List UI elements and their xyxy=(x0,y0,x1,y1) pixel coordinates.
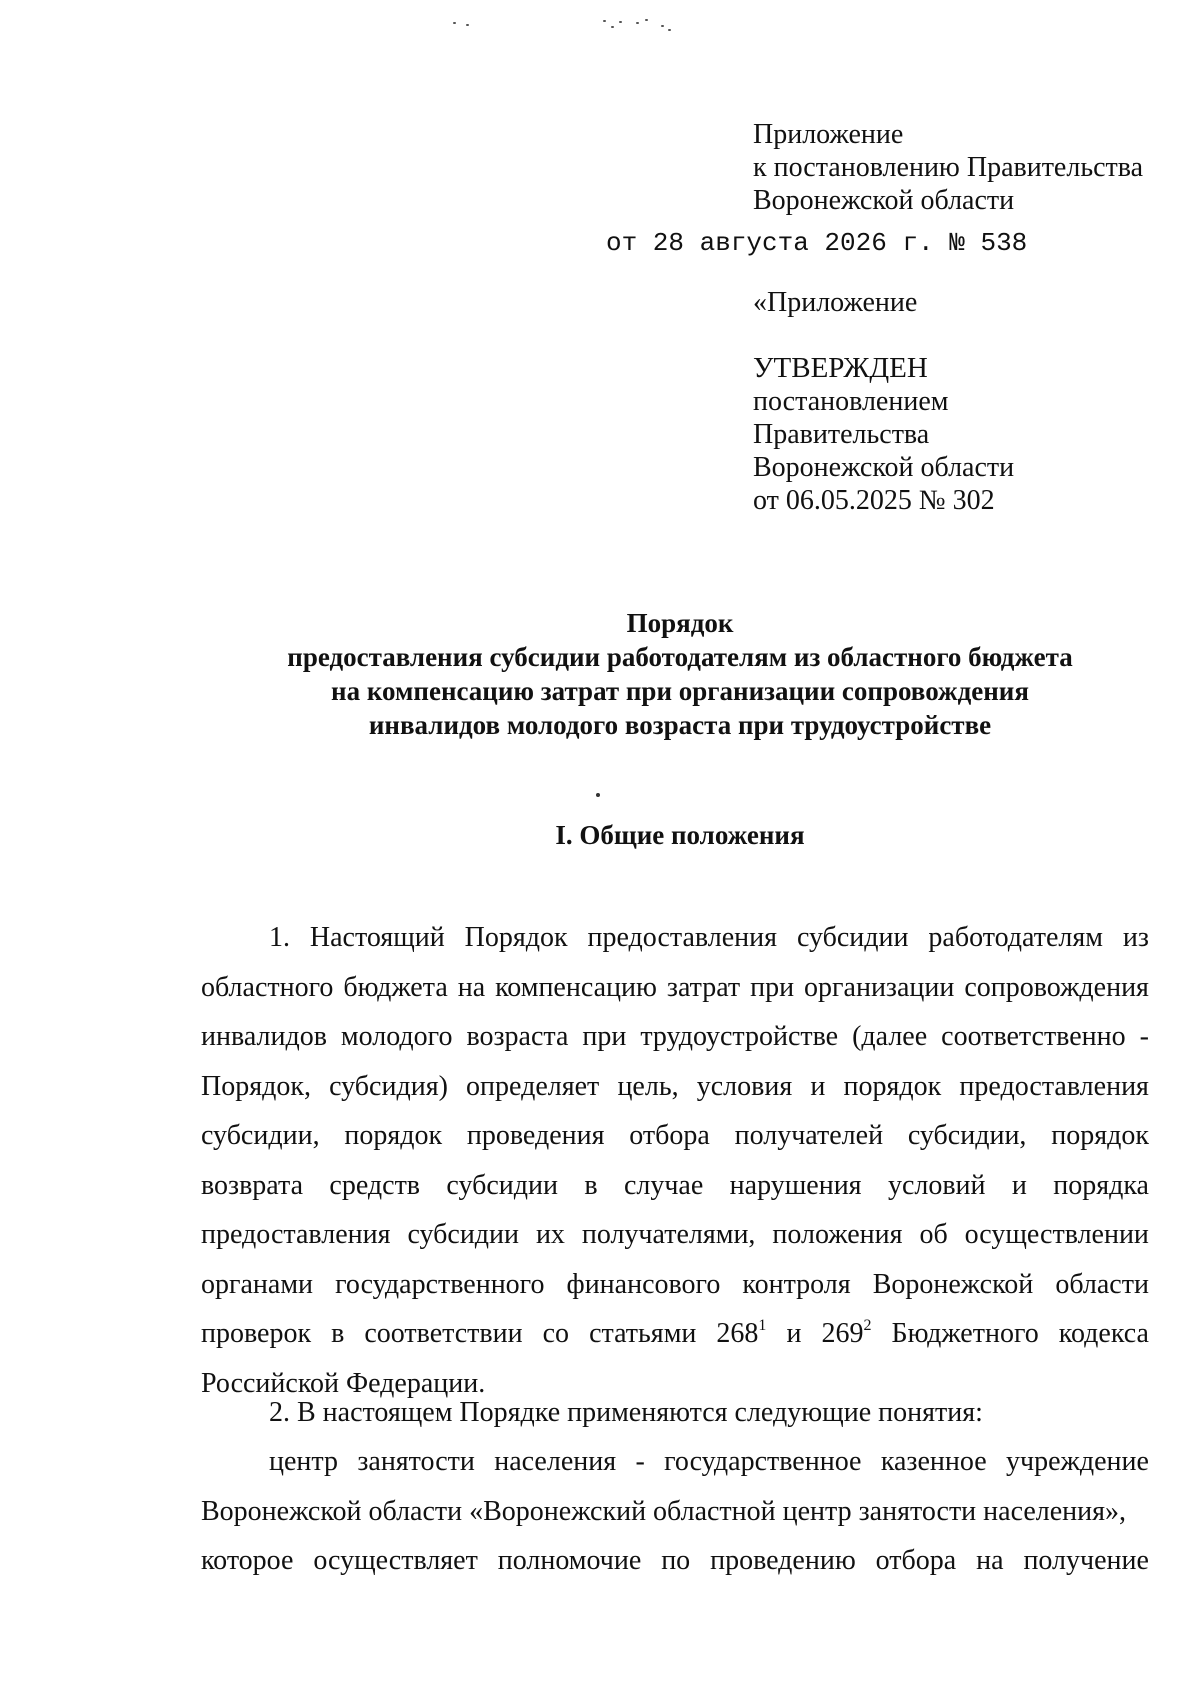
word: из xyxy=(1122,922,1149,953)
scan-speck xyxy=(611,26,614,28)
document-title xyxy=(150,606,1200,742)
word: и xyxy=(786,1318,802,1349)
resolution-reference: к постановлению Правительства xyxy=(753,152,1144,183)
word: получение xyxy=(1023,1545,1149,1576)
title-line: на компенсацию затрат при организации сопровождения xyxy=(331,676,1029,706)
word: населения xyxy=(494,1446,617,1477)
word: полномочие xyxy=(497,1545,642,1576)
word: предоставления xyxy=(587,922,778,953)
word: субсидии, xyxy=(201,1120,320,1151)
paragraph-line xyxy=(201,1062,1149,1112)
approval-block xyxy=(753,286,1014,517)
paragraph-1 xyxy=(201,913,1149,1408)
word: осуществлении xyxy=(964,1219,1149,1250)
word: инвалидов xyxy=(201,1021,327,1052)
word: бюджета xyxy=(343,971,448,1003)
paragraph-line: Воронежской области «Воронежский областной центр занятости населения», xyxy=(201,1495,1127,1527)
word: предоставления xyxy=(959,1070,1149,1102)
word: занятости xyxy=(357,1446,475,1477)
appendix-label: Приложение xyxy=(753,119,904,150)
scan-speck xyxy=(466,24,469,26)
word: государственного xyxy=(335,1268,545,1300)
word: работодателям xyxy=(928,922,1103,953)
word: порядок xyxy=(843,1070,942,1102)
word: и xyxy=(810,1070,826,1102)
title-line: Порядок xyxy=(626,608,734,638)
word: казенное xyxy=(880,1446,987,1477)
word: (далее xyxy=(852,1021,928,1052)
word: осуществляет xyxy=(313,1545,478,1576)
word: Порядок xyxy=(464,922,568,953)
word: статьями xyxy=(589,1318,697,1349)
word: субсидии xyxy=(796,922,909,953)
word: проведения xyxy=(466,1120,605,1151)
scan-speck xyxy=(668,29,671,31)
article-superscript: 2 xyxy=(863,1317,872,1334)
word: молодого xyxy=(340,1021,453,1052)
word: условия xyxy=(696,1070,793,1102)
word: контроля xyxy=(742,1268,851,1300)
word: порядок xyxy=(1051,1120,1149,1151)
word: организации xyxy=(804,971,955,1003)
word: субсидия) xyxy=(329,1070,448,1102)
scan-speck xyxy=(661,25,664,27)
article-base: 268 xyxy=(716,1318,759,1349)
article-number xyxy=(821,1309,871,1359)
word: по xyxy=(661,1545,691,1576)
article-number xyxy=(716,1309,766,1359)
word: субсидии, xyxy=(907,1120,1027,1151)
scan-speck xyxy=(603,20,606,22)
word: возврата xyxy=(201,1169,304,1201)
word: соответствии xyxy=(364,1318,523,1349)
approved-date-number: от 06.05.2025 № 302 xyxy=(753,485,995,516)
word: сопровождения xyxy=(964,971,1149,1003)
word: которое xyxy=(201,1545,294,1576)
paragraph-line xyxy=(201,1012,1149,1062)
approved-line: постановлением xyxy=(753,386,949,417)
word: 1. xyxy=(269,922,290,953)
word: Порядок, xyxy=(201,1070,311,1102)
quoted-appendix-label: «Приложение xyxy=(753,287,918,318)
word: Воронежской xyxy=(872,1268,1034,1300)
scan-noise xyxy=(0,0,1200,60)
word: затрат xyxy=(666,971,741,1003)
word: в xyxy=(584,1169,598,1201)
word: компенсацию xyxy=(495,971,657,1003)
word: цель, xyxy=(617,1070,679,1102)
word: областного xyxy=(201,971,334,1003)
word: субсидии xyxy=(446,1169,558,1201)
region-name: Воронежской области xyxy=(753,185,1015,216)
scan-speck xyxy=(596,793,600,797)
word: в xyxy=(331,1318,345,1349)
word: трудоустройстве xyxy=(640,1021,839,1052)
word: государственное xyxy=(664,1446,862,1477)
word: учреждение xyxy=(1006,1446,1149,1477)
word: условий xyxy=(887,1169,986,1201)
appendix-header xyxy=(753,118,1143,217)
paragraph-line xyxy=(201,1161,1149,1211)
word: определяет xyxy=(466,1070,600,1102)
resolution-date-number: от 28 августа 2026 г. № 538 xyxy=(606,228,1028,258)
title-line: предоставления субсидии работодателям из областного бюджета xyxy=(287,642,1073,672)
word: порядок xyxy=(344,1120,443,1151)
paragraph-3 xyxy=(201,1437,1149,1586)
article-base: 269 xyxy=(821,1318,864,1349)
word: проверок xyxy=(201,1318,312,1349)
word: финансового xyxy=(566,1268,721,1300)
paragraph-line: Российской Федерации. xyxy=(201,1367,486,1399)
scan-speck xyxy=(645,19,648,21)
paragraph-line xyxy=(201,1111,1149,1161)
word: на xyxy=(457,971,486,1003)
word: органами xyxy=(201,1268,314,1300)
word: области xyxy=(1055,1268,1149,1300)
word: при xyxy=(750,971,795,1003)
paragraph-line xyxy=(201,913,1149,963)
word: проведению xyxy=(710,1545,856,1576)
word: положения xyxy=(772,1219,903,1250)
paragraph-line xyxy=(201,963,1149,1013)
approved-line: Воронежской области xyxy=(753,452,1015,483)
word: центр xyxy=(269,1446,338,1477)
scan-speck xyxy=(619,21,622,23)
word: на xyxy=(976,1545,1004,1576)
paragraph-line xyxy=(201,1210,1149,1260)
word: получателей xyxy=(734,1120,884,1151)
word: их xyxy=(535,1219,565,1250)
word: субсидии xyxy=(407,1219,520,1250)
word: нарушения xyxy=(729,1169,862,1201)
word: при xyxy=(582,1021,627,1052)
word: со xyxy=(542,1318,570,1349)
paragraph-2 xyxy=(201,1388,1149,1438)
paragraph-line xyxy=(201,1309,1149,1359)
word: возраста xyxy=(466,1021,569,1052)
word: предоставления xyxy=(201,1219,391,1250)
scan-speck xyxy=(636,22,639,24)
word: кодекса xyxy=(1058,1318,1149,1349)
scan-speck xyxy=(453,22,456,24)
word: Настоящий xyxy=(309,922,445,953)
word: средств xyxy=(329,1169,421,1201)
word: получателями, xyxy=(581,1219,756,1250)
word: отбора xyxy=(629,1120,710,1151)
word: - xyxy=(1139,1021,1149,1052)
approved-title: УТВЕРЖДЕН xyxy=(753,352,928,384)
word: Бюджетного xyxy=(891,1318,1039,1349)
paragraph-line: 2. В настоящем Порядке применяются следующие понятия: xyxy=(269,1397,983,1428)
word: об xyxy=(919,1219,948,1250)
word: - xyxy=(635,1446,645,1477)
word: порядка xyxy=(1053,1169,1149,1201)
word: соответственно xyxy=(941,1021,1126,1052)
paragraph-line xyxy=(201,1536,1149,1586)
paragraph-line xyxy=(201,1437,1149,1487)
section-heading: I. Общие положения xyxy=(555,820,805,850)
approved-line: Правительства xyxy=(753,419,930,450)
title-line: инвалидов молодого возраста при трудоустройстве xyxy=(368,710,992,740)
article-superscript: 1 xyxy=(758,1317,767,1334)
word: и xyxy=(1011,1169,1027,1201)
word: случае xyxy=(623,1169,704,1201)
paragraph-line xyxy=(201,1260,1149,1310)
word: отбора xyxy=(875,1545,957,1576)
